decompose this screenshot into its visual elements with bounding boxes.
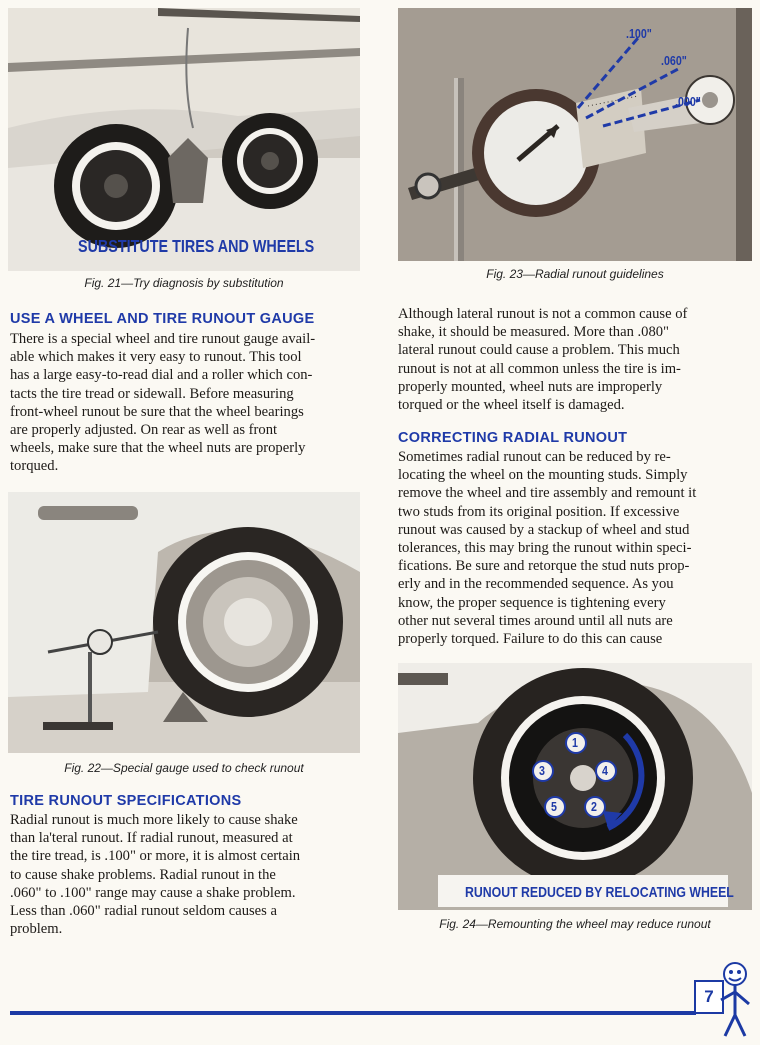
text-line: lateral runout could cause a problem. This much [398, 342, 680, 359]
fig22-caption: Fig. 22—Special gauge used to check runout [64, 761, 304, 775]
text-line: Less than .060" radial runout seldom causes a [10, 903, 277, 920]
text-line: to cause shake problems. Radial runout in the [10, 866, 276, 883]
text-line: than la'teral runout. If radial runout, measured at [10, 830, 293, 847]
stud-number-4: 4 [602, 763, 608, 778]
gauge-label-060: .060" [661, 53, 687, 68]
text-line: There is a special wheel and tire runout gauge avail- [10, 331, 316, 347]
stud-number-3: 3 [539, 763, 545, 778]
mascot-icon [715, 960, 755, 1040]
text-line: front-wheel runout be sure that the wheel bearings [10, 403, 304, 420]
text-line: locating the wheel on the mounting studs. Simply [398, 467, 688, 484]
text-line: runout is not at all common unless the tire is im- [398, 360, 681, 377]
fig24-overlay-title: RUNOUT REDUCED BY RELOCATING WHEEL [465, 884, 734, 901]
text-line: properly mounted, wheel nuts are improperly [398, 378, 663, 395]
stud-number-2: 2 [591, 799, 597, 814]
text-line: Although lateral runout is not a common cause of [398, 306, 688, 322]
text-line: the tire tread, is .100" or more, it is almost certain [10, 848, 301, 865]
runout-gauge-illustration [398, 8, 752, 261]
correcting-heading: CORRECTING RADIAL RUNOUT [398, 430, 628, 446]
fig22-photo [8, 492, 360, 753]
text-line: torqued or the wheel itself is damaged. [398, 397, 625, 414]
footer-rule [10, 1011, 696, 1015]
text-line: remove the wheel and tire assembly and remount it [398, 485, 697, 502]
fig23-caption: Fig. 23—Radial runout guidelines [486, 267, 664, 281]
text-line: know, the proper sequence is tightening every [398, 594, 666, 611]
relocated-wheel-illustration [398, 663, 752, 910]
text-line: able which makes it very easy to runout. This tool [10, 349, 302, 366]
text-line: wheels, make sure that the wheel nuts are properly [10, 440, 306, 457]
correcting-paragraph [398, 448, 752, 648]
specs-heading: TIRE RUNOUT SPECIFICATIONS [10, 793, 242, 809]
text-line: .060" to .100" range may cause a shake problem. [10, 884, 296, 901]
text-line: Radial runout is much more likely to cause shake [10, 812, 298, 828]
gauge-paragraph [10, 330, 362, 476]
stud-number-5: 5 [551, 799, 557, 814]
text-line: problem. [10, 921, 63, 938]
page-number: 7 [694, 980, 724, 1014]
car-on-jack-illustration [8, 8, 360, 271]
fig21-caption: Fig. 21—Try diagnosis by substitution [84, 276, 284, 290]
fig21-overlay-title: SUBSTITUTE TIRES AND WHEELS [78, 236, 315, 256]
stud-number-1: 1 [572, 735, 578, 750]
text-line: properly torqued. Failure to do this can cause [398, 631, 663, 648]
text-line: torqued. [10, 458, 59, 475]
text-line: erly and in the recommended sequence. As you [398, 576, 674, 593]
gauge-label-000: .000" [675, 94, 701, 109]
wheel-with-gauge-illustration [8, 492, 360, 753]
text-line: has a large easy-to-read dial and a roller which con- [10, 367, 313, 384]
specs-paragraph [10, 811, 362, 938]
fig21-photo [8, 8, 360, 271]
lateral-paragraph [398, 305, 752, 414]
text-line: fications. Be sure and retorque the stud nuts prop- [398, 558, 690, 575]
fig24-photo [398, 663, 752, 910]
text-line: tolerances, this may bring the runout within speci- [398, 540, 692, 557]
text-line: runout was caused by a stackup of wheel and stud [398, 521, 690, 538]
gauge-label-100: .100" [626, 26, 652, 41]
text-line: tacts the tire tread or sidewall. Before measuring [10, 385, 294, 402]
fig24-caption: Fig. 24—Remounting the wheel may reduce runout [439, 917, 711, 931]
text-line: two studs from its original position. If excessive [398, 503, 680, 520]
fig23-photo [398, 8, 752, 261]
text-line: other nut several times around until all nuts are [398, 612, 673, 629]
text-line: are properly adjusted. On rear as well as front [10, 422, 278, 439]
text-line: Sometimes radial runout can be reduced by re- [398, 449, 671, 465]
text-line: shake, it should be measured. More than .080" [398, 324, 670, 341]
gauge-heading: USE A WHEEL AND TIRE RUNOUT GAUGE [10, 311, 315, 327]
